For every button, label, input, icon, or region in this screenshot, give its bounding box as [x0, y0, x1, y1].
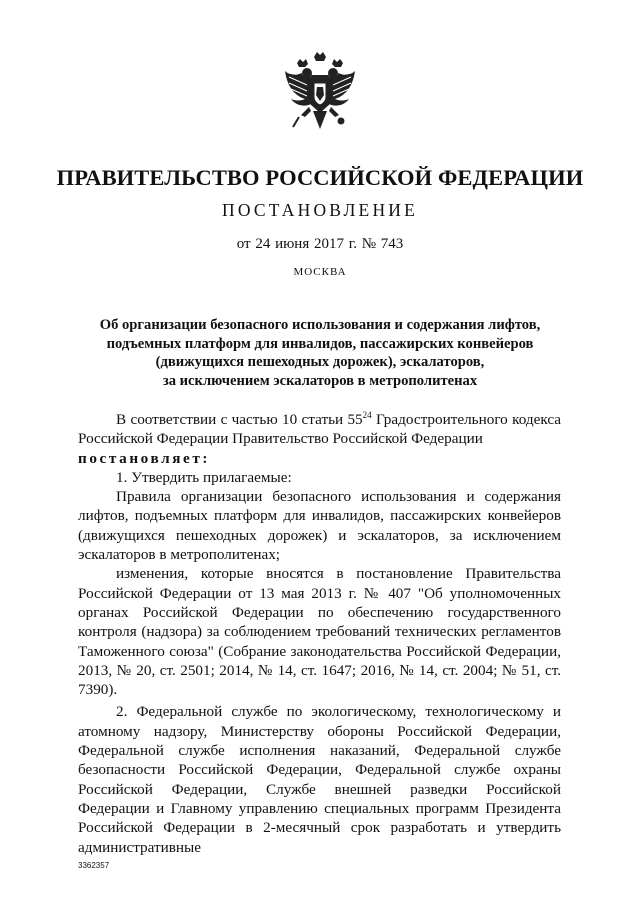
number-sign: №	[361, 236, 377, 252]
document-type: ПОСТАНОВЛЕНИЕ	[221, 200, 419, 220]
decrees-word: постановляет:	[78, 449, 211, 467]
intro-text-continued: Градостроительного кодекса Российской Федерации Правительство Российской Федерации	[78, 411, 561, 448]
document-number: 743	[380, 236, 404, 252]
document-body	[78, 410, 561, 857]
intro-text: В соответствии с частью 10 статьи 55	[116, 411, 363, 428]
russian-coat-of-arms-icon	[281, 51, 359, 135]
item-2: 2. Федеральной службе по экологическому, технологическому и атомному надзору, Министерству обороны Российской Федерации, Федеральной службе исполнения наказаний, Федеральной службе безопасности Российской Федерации, Федеральной службе охраны Российской Федерации, Службе внешней разведки Российской Федерации и Главному управлению специальных программ Президента Российской Федерации в 2-месячный срок разработать и утвердить административные	[78, 703, 561, 856]
date-line	[0, 236, 640, 253]
date-prefix: от	[236, 236, 251, 252]
article-superscript: 24	[362, 410, 372, 420]
city: МОСКВА	[293, 266, 347, 278]
item-1-changes: изменения, которые вносятся в постановление Правительства Российской Федерации от 13 мая 2013 г. № 407 "Об уполномоченных органах Российской Федерации по обеспечению государственного контроля (надзора) за соблюдением требований технических регламентов Таможенного союза" (Собрание законодательства Российской Федерации, 2013, № 20, ст. 2501; 2014, № 14, ст. 1647; 2016, № 14, ст. 2004; № 51, ст. 7390).	[78, 565, 561, 699]
subject-line: Об организации безопасного использования и содержания лифтов,	[99, 317, 541, 333]
subject-line: (движущихся пешеходных дорожек), эскалаторов,	[155, 354, 485, 370]
subject-line: подъемных платформ для инвалидов, пассажирских конвейеров	[106, 335, 534, 352]
document-code: 3362357	[78, 861, 110, 870]
subject-line: за исключением эскалаторов в метрополитенах	[162, 372, 478, 389]
government-title: ПРАВИТЕЛЬСТВО РОССИЙСКОЙ ФЕДЕРАЦИИ	[56, 165, 584, 190]
document-date: 24 июня 2017 г.	[255, 236, 357, 252]
item-1-rules: Правила организации безопасного использования и содержания лифтов, подъемных платформ для инвалидов, пассажирских конвейеров (движущихся пешеходных дорожек) и эскалаторов, за исключением эскалаторов в метрополитенах;	[78, 488, 561, 564]
item-1: 1. Утвердить прилагаемые:	[116, 468, 292, 486]
document-subject	[0, 316, 640, 390]
intro-paragraph	[78, 410, 561, 449]
